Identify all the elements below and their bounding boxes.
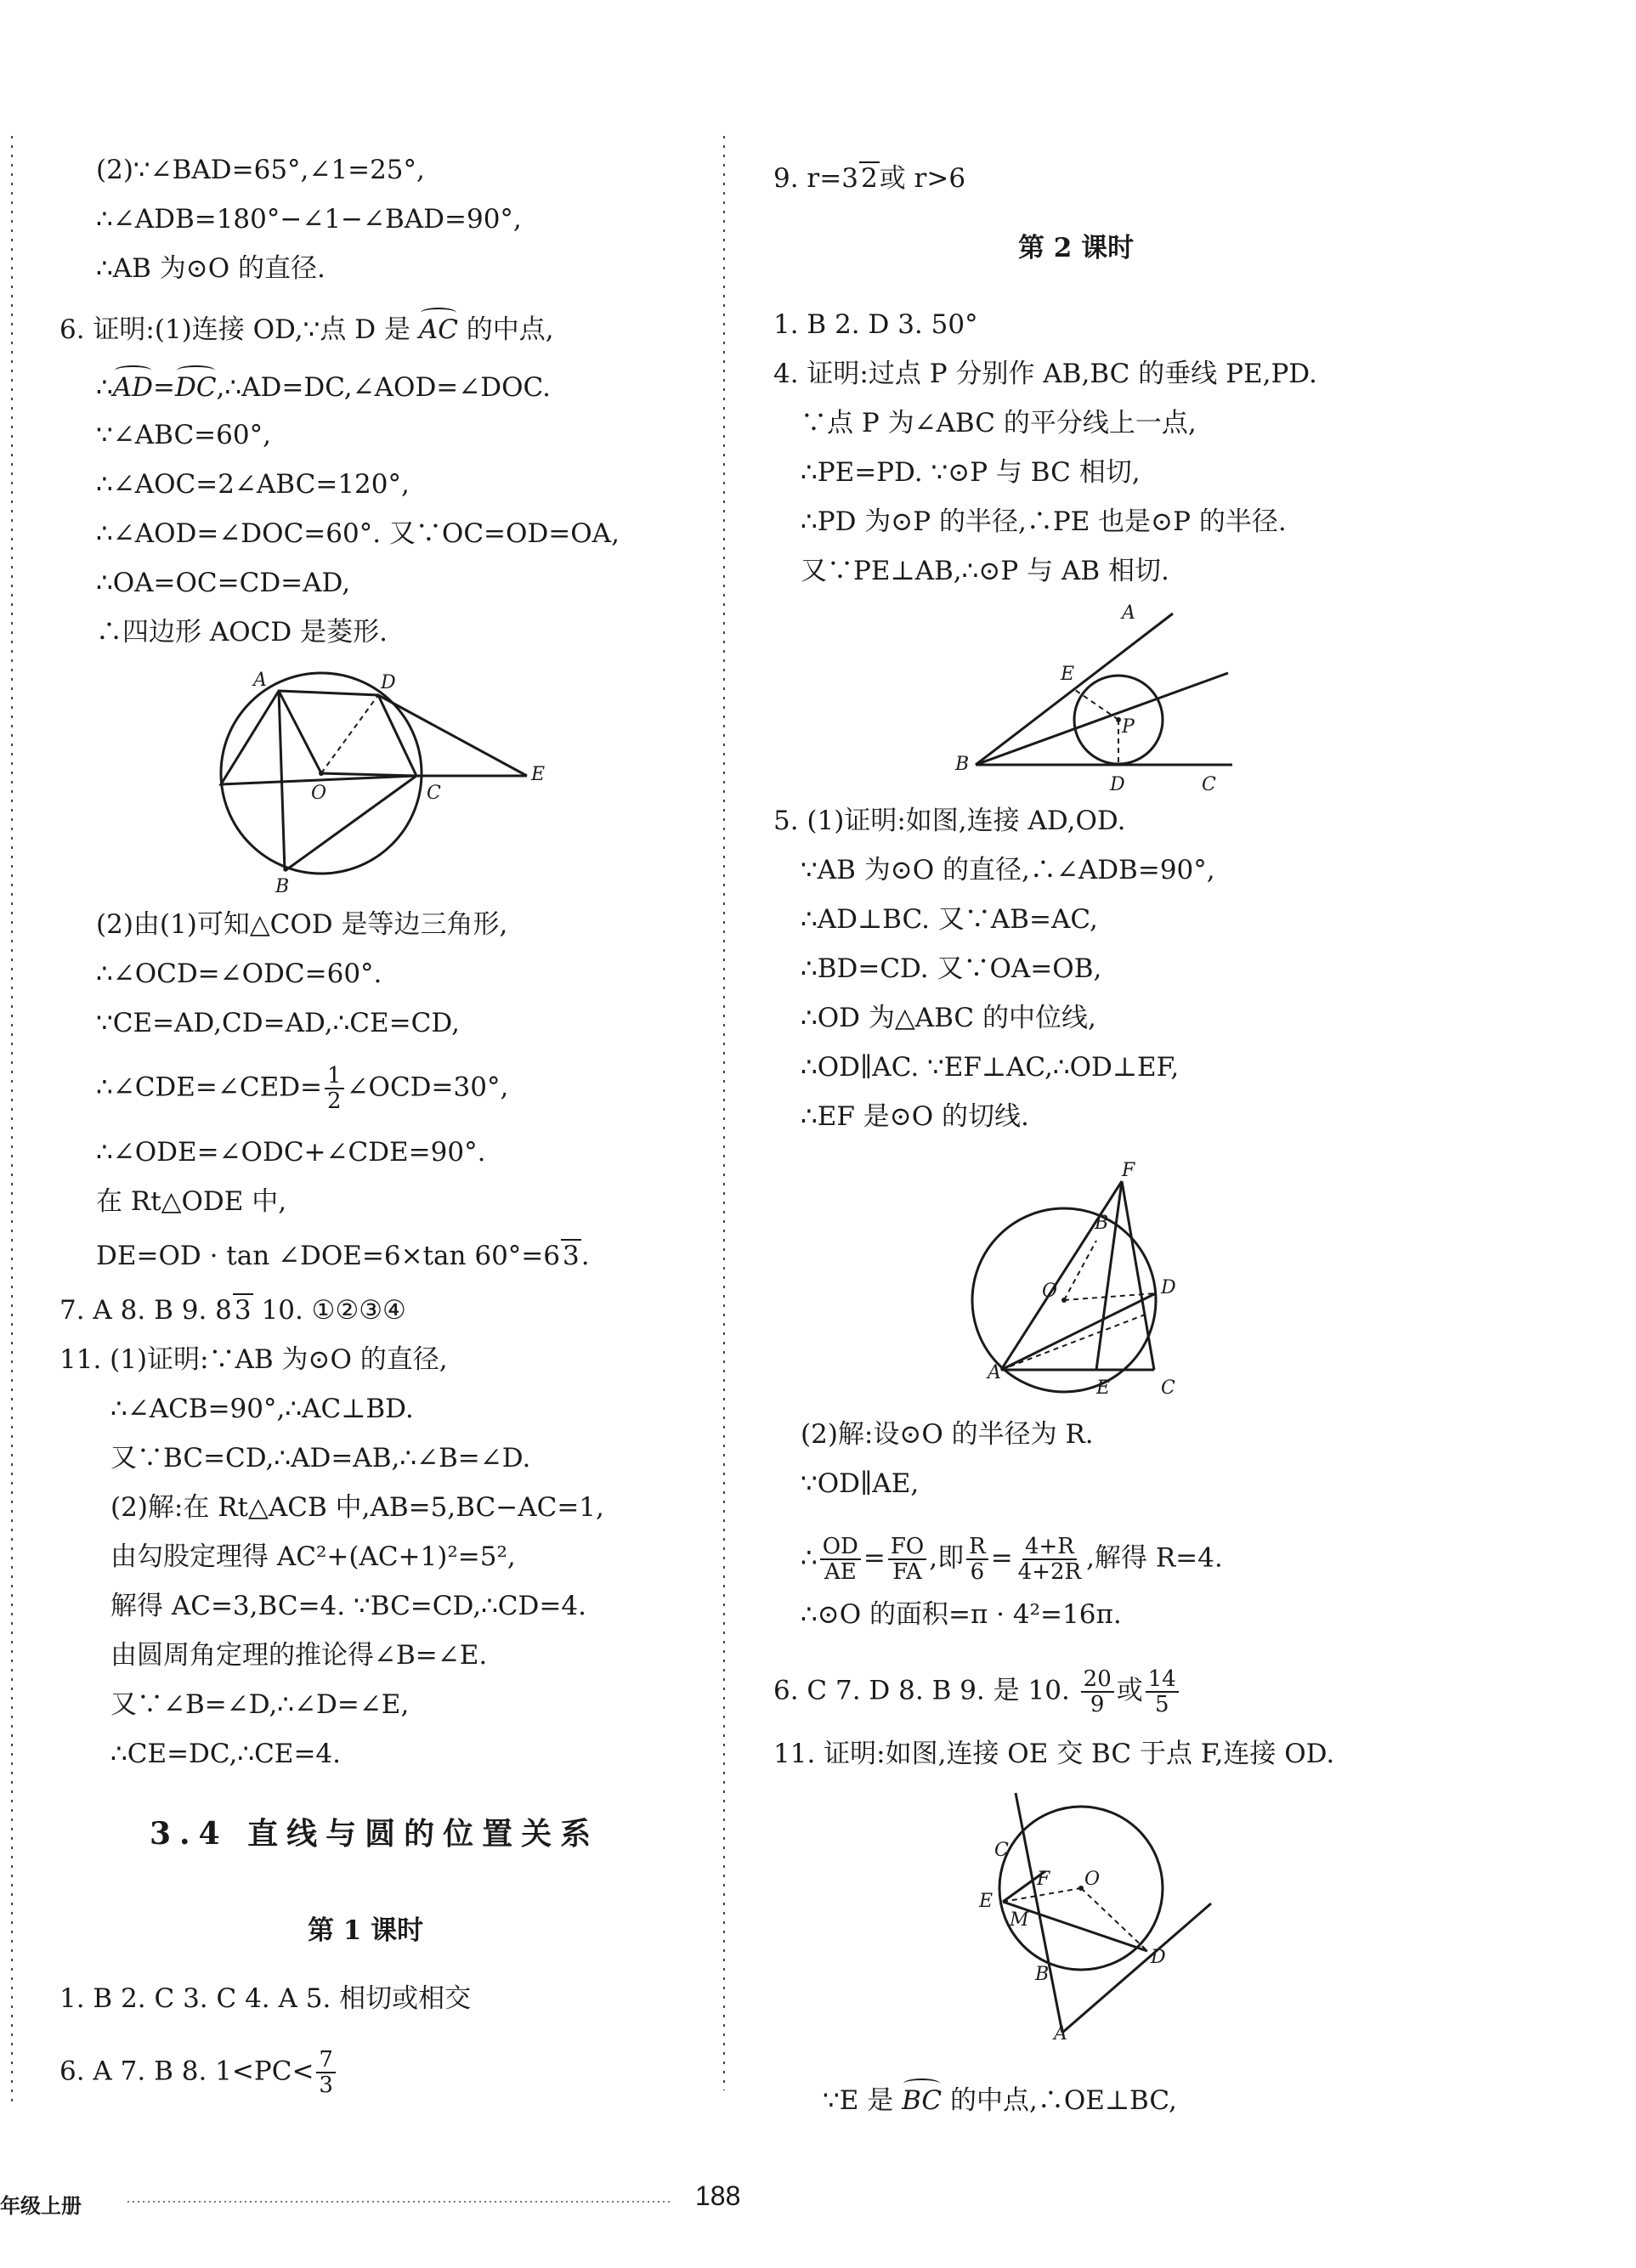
- fig2-label-d: D: [1110, 774, 1125, 795]
- answer-line: ∴AB 为⊙O 的直径.: [96, 253, 326, 284]
- answer-line: ∵OD∥AE,: [801, 1468, 920, 1499]
- answer-line: ∴⊙O 的面积=π · 4²=16π.: [801, 1599, 1122, 1630]
- answer-line: 5. (1)证明:如图,连接 AD,OD.: [773, 806, 1126, 836]
- answer-line: 1. B 2. C 3. C 4. A 5. 相切或相交: [59, 1983, 472, 2014]
- answer-line: ∴OA=OC=CD=AD,: [96, 568, 351, 598]
- fig1-label-b: B: [275, 876, 290, 897]
- fig1-label-e: E: [531, 764, 546, 785]
- figure-rhombus-circle: [212, 663, 569, 901]
- answer-line: ∴CE=DC,∴CE=4.: [110, 1739, 341, 1769]
- fig3-label-e: E: [1096, 1377, 1111, 1399]
- answer-line: ∴∠CDE=∠CED= $\frac{1}{2}$ ∠OCD=30°,: [96, 1063, 509, 1114]
- fig3-label-c: C: [1161, 1377, 1175, 1399]
- fig3-label-b: B: [1095, 1213, 1109, 1234]
- fig4-label-a: A: [1054, 2023, 1067, 2045]
- answer-line: 1. B 2. D 3. 50°: [773, 309, 978, 340]
- figure-angle-bisector: [952, 595, 1258, 799]
- answer-line: ∵AB 为⊙O 的直径,∴∠ADB=90°,: [801, 855, 1215, 885]
- answer-line: 由勾股定理得 AC²+(AC+1)²=5²,: [110, 1541, 516, 1572]
- fig4-label-d: D: [1151, 1947, 1166, 1968]
- answer-line: ∴PD 为⊙P 的半径,∴PE 也是⊙P 的半径.: [801, 506, 1287, 537]
- fig3-label-f: F: [1122, 1160, 1135, 1181]
- answer-line: ∵点 P 为∠ABC 的平分线上一点,: [801, 408, 1197, 438]
- answer-line: ∴BD=CD. 又∵OA=OB,: [801, 953, 1102, 984]
- fig4-label-b: B: [1035, 1964, 1050, 1985]
- fig2-label-p: P: [1122, 716, 1135, 738]
- footer-grade-label: 年级上册: [0, 2195, 82, 2218]
- answer-line: (2)解:设⊙O 的半径为 R.: [801, 1419, 1094, 1450]
- answer-line: ∴OD∥AC. ∵EF⊥AC,∴OD⊥EF,: [801, 1052, 1180, 1083]
- fig1-label-a: A: [253, 670, 267, 691]
- fig2-label-b: B: [955, 754, 970, 775]
- answer-line: ∴AD⊥BC. 又∵AB=AC,: [801, 904, 1098, 935]
- footer-dotted-rule: [127, 2197, 671, 2206]
- fig2-label-e: E: [1061, 664, 1075, 685]
- fig1-label-d: D: [381, 672, 396, 693]
- lesson-heading: 第 1 课时: [308, 1915, 424, 1946]
- answer-line: 11. (1)证明:∵AB 为⊙O 的直径,: [59, 1344, 448, 1375]
- answer-line: 由圆周角定理的推论得∠B=∠E.: [110, 1640, 488, 1671]
- answer-line: ∵CE=AD,CD=AD,∴CE=CD,: [96, 1008, 460, 1038]
- fig4-label-f: F: [1037, 1869, 1050, 1890]
- fig3-label-a: A: [988, 1362, 1001, 1383]
- fig4-label-o: O: [1084, 1869, 1101, 1890]
- fig1-label-c: C: [427, 783, 441, 804]
- answer-line: DE=OD · tan ∠DOE=6×tan 60°=63.: [96, 1241, 590, 1271]
- fig1-label-o: O: [311, 783, 327, 804]
- answer-line: ∴PE=PD. ∵⊙P 与 BC 相切,: [801, 457, 1141, 488]
- lesson-heading: 第 2 课时: [1018, 233, 1135, 263]
- answer-line: ∴四边形 AOCD 是菱形.: [96, 617, 388, 648]
- answer-line: ∴∠ACB=90°,∴AC⊥BD.: [110, 1394, 414, 1424]
- answer-line: (2)解:在 Rt△ACB 中,AB=5,BC−AC=1,: [110, 1492, 604, 1523]
- fig4-label-m: M: [1010, 1909, 1029, 1931]
- answer-line: ∴∠AOC=2∠ABC=120°,: [96, 469, 410, 500]
- fig3-label-o: O: [1042, 1281, 1058, 1302]
- answer-line: ∴OD 为△ABC 的中位线,: [801, 1003, 1096, 1033]
- answer-line: 在 Rt△ODE 中,: [96, 1186, 287, 1217]
- column-divider: [712, 136, 738, 2090]
- answer-line: 6. C 7. D 8. B 9. 是 10. $\frac{20}{9}$ 或 $\frac{14}{5}$: [773, 1667, 1181, 1717]
- fig2-label-a: A: [1122, 602, 1135, 624]
- answer-line: 9. r=32或 r>6: [773, 163, 966, 194]
- fig2-label-c: C: [1202, 774, 1216, 795]
- answer-line: 又∵∠B=∠D,∴∠D=∠E,: [110, 1689, 410, 1720]
- page-number: 188: [695, 2180, 741, 2211]
- section-heading: 3.4 直线与圆的位置关系: [150, 1816, 600, 1852]
- answer-line: 又∵BC=CD,∴AD=AB,∴∠B=∠D.: [110, 1443, 531, 1473]
- answer-line: ∴∠OCD=∠ODC=60°.: [96, 959, 382, 989]
- answer-line: 解得 AC=3,BC=4. ∵BC=CD,∴CD=4.: [110, 1591, 586, 1621]
- answer-line: 又∵PE⊥AB,∴⊙P 与 AB 相切.: [801, 556, 1169, 586]
- binding-line-left: [0, 136, 25, 2107]
- answer-line: 7. A 8. B 9. 83 10. ①②③④: [59, 1295, 406, 1326]
- answer-line: (2)∵∠BAD=65°,∠1=25°,: [96, 155, 425, 185]
- answer-line: ∴AD=DC,∴AD=DC,∠AOD=∠DOC.: [96, 372, 551, 403]
- answer-line: ∴∠ADB=180°−∠1−∠BAD=90°,: [96, 204, 522, 235]
- figure-tangent-ef: [969, 1156, 1241, 1411]
- answer-line: ∴∠ODE=∠ODC+∠CDE=90°.: [96, 1137, 486, 1168]
- fig3-label-d: D: [1161, 1277, 1176, 1298]
- answer-line: ∴∠AOD=∠DOC=60°. 又∵OC=OD=OA,: [96, 518, 620, 549]
- answer-line: 11. 证明:如图,连接 OE 交 BC 于点 F,连接 OD.: [773, 1739, 1335, 1769]
- answer-line: (2)由(1)可知△COD 是等边三角形,: [96, 909, 508, 940]
- answer-line: 6. A 7. B 8. 1<PC< $\frac{7}{3}$: [59, 2048, 338, 2097]
- answer-line: ∵∠ABC=60°,: [96, 420, 271, 450]
- answer-line: 6. 证明:(1)连接 OD,∵点 D 是 AC 的中点,: [59, 314, 554, 345]
- figure-tangent-d: [969, 1784, 1241, 2048]
- fig4-label-c: C: [994, 1840, 1009, 1861]
- answer-line: 4. 证明:过点 P 分别作 AB,BC 的垂线 PE,PD.: [773, 359, 1317, 389]
- fig4-label-e: E: [979, 1891, 993, 1912]
- answer-line: ∴ $\frac{OD}{AE}$ = $\frac{FO}{FA}$ ,即 $\frac{R}{6}$ = $\frac{4+R}{4+2R}$ ,解得 R=4.: [801, 1534, 1223, 1585]
- answer-line: ∴EF 是⊙O 的切线.: [801, 1101, 1029, 1132]
- answer-line: ∵E 是 BC 的中点,∴OE⊥BC,: [823, 2085, 1177, 2116]
